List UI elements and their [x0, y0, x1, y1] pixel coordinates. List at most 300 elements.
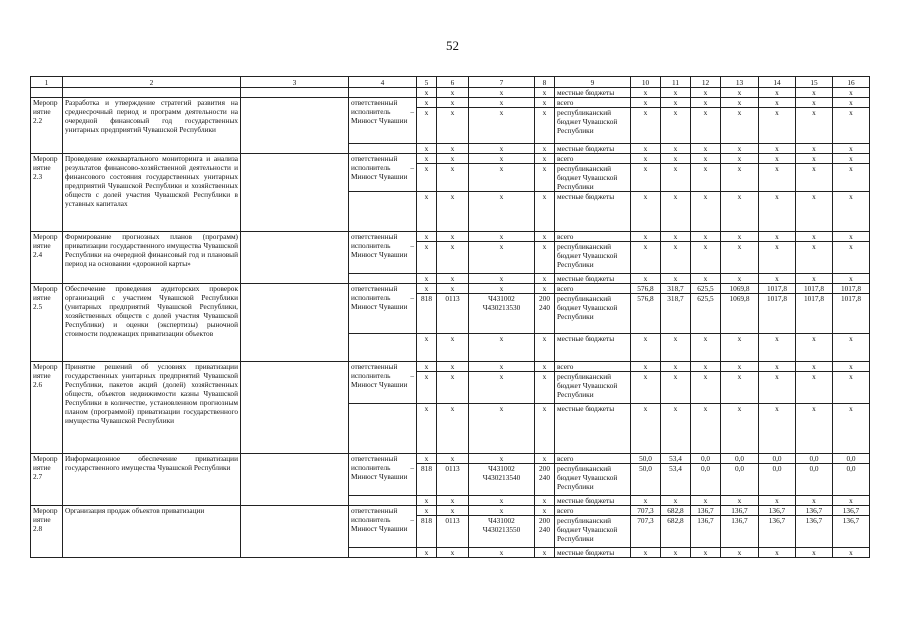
- value-cell: х: [721, 144, 759, 154]
- measure-id: Мероприятие 2.5: [31, 284, 63, 362]
- value-cell: х: [721, 362, 759, 372]
- value-cell: х: [759, 274, 796, 284]
- code-cell: х: [417, 232, 437, 242]
- value-cell: 1017,8: [833, 294, 870, 334]
- budget-source: республиканский бюджет Чувашской Республики: [555, 516, 631, 548]
- column-number: 9: [555, 77, 631, 88]
- value-cell: х: [796, 548, 833, 558]
- value-cell: 50,0: [631, 454, 661, 464]
- value-cell: х: [721, 372, 759, 404]
- value-cell: 0,0: [833, 454, 870, 464]
- code-cell: х: [535, 242, 555, 274]
- value-cell: х: [691, 164, 721, 192]
- value-cell: х: [759, 88, 796, 98]
- value-cell: х: [691, 98, 721, 108]
- column-number: 7: [469, 77, 535, 88]
- measure-id: Мероприятие 2.8: [31, 506, 63, 558]
- value-cell: х: [796, 334, 833, 362]
- code-cell: х: [437, 192, 469, 232]
- code-cell: х: [417, 98, 437, 108]
- table-row: [31, 98, 870, 108]
- code-cell: х: [535, 372, 555, 404]
- value-cell: х: [631, 496, 661, 506]
- value-cell: х: [833, 372, 870, 404]
- table-cell: [349, 404, 417, 454]
- value-cell: х: [759, 404, 796, 454]
- measure-id: Мероприятие 2.2: [31, 98, 63, 154]
- measure-executor: ответственный исполнитель – Минюст Чувашии: [349, 284, 417, 334]
- value-cell: х: [691, 404, 721, 454]
- column-number: 6: [437, 77, 469, 88]
- table-cell: [63, 88, 241, 98]
- value-cell: 136,7: [721, 506, 759, 516]
- code-cell: х: [535, 98, 555, 108]
- budget-source: местные бюджеты: [555, 192, 631, 232]
- table-cell: [241, 88, 349, 98]
- value-cell: х: [759, 496, 796, 506]
- code-cell: х: [469, 506, 535, 516]
- value-cell: х: [796, 192, 833, 232]
- value-cell: х: [759, 144, 796, 154]
- code-cell: х: [469, 232, 535, 242]
- code-cell: х: [535, 232, 555, 242]
- code-cell: х: [417, 404, 437, 454]
- value-cell: х: [796, 362, 833, 372]
- value-cell: х: [631, 108, 661, 144]
- value-cell: х: [833, 164, 870, 192]
- code-cell: х: [535, 506, 555, 516]
- budget-source: республиканский бюджет Чувашской Республики: [555, 372, 631, 404]
- value-cell: х: [691, 548, 721, 558]
- value-cell: х: [631, 232, 661, 242]
- value-cell: х: [661, 154, 691, 164]
- value-cell: х: [691, 88, 721, 98]
- code-cell: х: [469, 334, 535, 362]
- value-cell: 50,0: [631, 464, 661, 496]
- column-number: 15: [796, 77, 833, 88]
- program-table: [30, 76, 870, 558]
- column-number: 1: [31, 77, 63, 88]
- code-cell: х: [417, 506, 437, 516]
- value-cell: х: [631, 548, 661, 558]
- value-cell: х: [631, 274, 661, 284]
- measure-executor: ответственный исполнитель – Минюст Чувашии: [349, 98, 417, 144]
- measure-id: Мероприятие 2.3: [31, 154, 63, 232]
- code-cell: х: [535, 144, 555, 154]
- code-cell: х: [535, 284, 555, 294]
- value-cell: х: [759, 334, 796, 362]
- value-cell: х: [691, 496, 721, 506]
- code-cell: х: [535, 404, 555, 454]
- budget-source: республиканский бюджет Чувашской Республики: [555, 464, 631, 496]
- measure-name: Информационное обеспечение приватизации государственного имущества Чувашской Республики: [63, 454, 241, 506]
- value-cell: х: [759, 232, 796, 242]
- value-cell: х: [833, 108, 870, 144]
- value-cell: х: [796, 496, 833, 506]
- budget-source: всего: [555, 154, 631, 164]
- code-cell: х: [535, 192, 555, 232]
- value-cell: 1017,8: [759, 294, 796, 334]
- value-cell: х: [721, 274, 759, 284]
- column-number: 10: [631, 77, 661, 88]
- value-cell: х: [833, 242, 870, 274]
- code-cell: х: [437, 98, 469, 108]
- budget-source: всего: [555, 284, 631, 294]
- value-cell: 136,7: [691, 506, 721, 516]
- measure-executor: ответственный исполнитель – Минюст Чувашии: [349, 154, 417, 192]
- value-cell: 0,0: [721, 454, 759, 464]
- code-cell: х: [437, 144, 469, 154]
- measure-id: Мероприятие 2.6: [31, 362, 63, 454]
- code-cell: х: [469, 284, 535, 294]
- table-row: [31, 506, 870, 516]
- table-cell: [241, 454, 349, 506]
- code-cell: х: [469, 548, 535, 558]
- value-cell: х: [661, 232, 691, 242]
- value-cell: 0,0: [759, 464, 796, 496]
- measure-name: Проведение ежеквартального мониторинга и анализа результатов финансово-хозяйственной деятельности и финансового состояния государственных унитарных предприятий Чувашской Республики и хозяйственных обществ с долей участия Чувашской Республики в уставных капиталах: [63, 154, 241, 232]
- code-cell: х: [469, 154, 535, 164]
- code-cell: х: [535, 88, 555, 98]
- column-number: 13: [721, 77, 759, 88]
- code-cell: х: [469, 404, 535, 454]
- value-cell: х: [661, 548, 691, 558]
- value-cell: х: [833, 362, 870, 372]
- value-cell: 53,4: [661, 464, 691, 496]
- code-cell: 818: [417, 464, 437, 496]
- code-cell: х: [469, 98, 535, 108]
- code-cell: 200 240: [535, 516, 555, 548]
- value-cell: х: [796, 108, 833, 144]
- value-cell: х: [691, 108, 721, 144]
- code-cell: х: [417, 192, 437, 232]
- value-cell: 136,7: [796, 516, 833, 548]
- value-cell: х: [631, 88, 661, 98]
- value-cell: х: [833, 496, 870, 506]
- value-cell: х: [631, 164, 661, 192]
- value-cell: х: [661, 88, 691, 98]
- value-cell: х: [691, 334, 721, 362]
- value-cell: 0,0: [759, 454, 796, 464]
- code-cell: х: [469, 274, 535, 284]
- budget-source: местные бюджеты: [555, 274, 631, 284]
- measure-name: Организация продаж объектов приватизации: [63, 506, 241, 558]
- value-cell: х: [661, 108, 691, 144]
- value-cell: 1017,8: [759, 284, 796, 294]
- measure-executor: ответственный исполнитель – Минюст Чувашии: [349, 362, 417, 404]
- table-cell: [349, 144, 417, 154]
- value-cell: 625,5: [691, 294, 721, 334]
- budget-source: республиканский бюджет Чувашской Республики: [555, 294, 631, 334]
- value-cell: х: [691, 232, 721, 242]
- value-cell: х: [759, 164, 796, 192]
- value-cell: х: [759, 548, 796, 558]
- value-cell: х: [691, 144, 721, 154]
- value-cell: 53,4: [661, 454, 691, 464]
- code-cell: х: [469, 144, 535, 154]
- column-number: 16: [833, 77, 870, 88]
- code-cell: х: [437, 506, 469, 516]
- value-cell: х: [631, 362, 661, 372]
- value-cell: х: [721, 242, 759, 274]
- value-cell: х: [833, 274, 870, 284]
- code-cell: х: [469, 372, 535, 404]
- value-cell: х: [691, 192, 721, 232]
- column-number: 14: [759, 77, 796, 88]
- value-cell: 136,7: [759, 506, 796, 516]
- value-cell: х: [661, 164, 691, 192]
- code-cell: х: [437, 88, 469, 98]
- value-cell: х: [796, 274, 833, 284]
- measure-id: Мероприятие 2.7: [31, 454, 63, 506]
- measure-name: Обеспечение проведения аудиторских проверок организаций с участием Чувашской Республики (унитарных предприятий Чувашской Республики, хозяйственных обществ с долей участия Чувашской Республики) и оценки (экспертизы) рыночной стоимости подлежащих приватизации объектов: [63, 284, 241, 362]
- page-number: 52: [446, 38, 459, 53]
- code-cell: х: [417, 548, 437, 558]
- code-cell: х: [535, 274, 555, 284]
- value-cell: х: [759, 154, 796, 164]
- column-number: 12: [691, 77, 721, 88]
- column-number: 3: [241, 77, 349, 88]
- value-cell: х: [721, 108, 759, 144]
- code-cell: х: [437, 274, 469, 284]
- value-cell: 0,0: [691, 464, 721, 496]
- value-cell: х: [721, 154, 759, 164]
- value-cell: 136,7: [796, 506, 833, 516]
- value-cell: х: [721, 164, 759, 192]
- value-cell: х: [661, 362, 691, 372]
- value-cell: х: [631, 372, 661, 404]
- code-cell: 200 240: [535, 294, 555, 334]
- code-cell: х: [437, 362, 469, 372]
- value-cell: 576,8: [631, 284, 661, 294]
- code-cell: Ч431002 Ч430213550: [469, 516, 535, 548]
- table-cell: [241, 506, 349, 558]
- budget-source: республиканский бюджет Чувашской Республики: [555, 164, 631, 192]
- value-cell: х: [796, 404, 833, 454]
- budget-source: местные бюджеты: [555, 548, 631, 558]
- code-cell: х: [469, 496, 535, 506]
- value-cell: х: [691, 372, 721, 404]
- code-cell: х: [437, 232, 469, 242]
- value-cell: х: [759, 98, 796, 108]
- value-cell: 318,7: [661, 294, 691, 334]
- value-cell: х: [661, 144, 691, 154]
- column-number: 2: [63, 77, 241, 88]
- table-cell: [241, 362, 349, 454]
- value-cell: х: [661, 372, 691, 404]
- value-cell: х: [631, 98, 661, 108]
- budget-source: местные бюджеты: [555, 144, 631, 154]
- value-cell: х: [833, 192, 870, 232]
- code-cell: х: [437, 404, 469, 454]
- code-cell: х: [437, 108, 469, 144]
- value-cell: 0,0: [721, 464, 759, 496]
- value-cell: х: [796, 164, 833, 192]
- code-cell: х: [417, 164, 437, 192]
- code-cell: х: [437, 334, 469, 362]
- code-cell: 200 240: [535, 464, 555, 496]
- code-cell: х: [469, 108, 535, 144]
- budget-source: всего: [555, 454, 631, 464]
- value-cell: х: [691, 242, 721, 274]
- code-cell: х: [469, 164, 535, 192]
- header-row: [31, 77, 870, 88]
- code-cell: х: [535, 108, 555, 144]
- code-cell: х: [417, 144, 437, 154]
- table-cell: [349, 334, 417, 362]
- budget-source: местные бюджеты: [555, 404, 631, 454]
- value-cell: 0,0: [796, 464, 833, 496]
- code-cell: 818: [417, 516, 437, 548]
- code-cell: х: [535, 454, 555, 464]
- table-cell: [349, 88, 417, 98]
- value-cell: 682,8: [661, 516, 691, 548]
- code-cell: Ч431002 Ч430213540: [469, 464, 535, 496]
- code-cell: х: [417, 362, 437, 372]
- value-cell: х: [759, 372, 796, 404]
- value-cell: х: [833, 334, 870, 362]
- value-cell: 707,3: [631, 516, 661, 548]
- code-cell: 0113: [437, 516, 469, 548]
- code-cell: х: [437, 496, 469, 506]
- value-cell: 136,7: [721, 516, 759, 548]
- code-cell: х: [469, 88, 535, 98]
- table-row: [31, 362, 870, 372]
- table-cell: [349, 274, 417, 284]
- table-cell: [349, 192, 417, 232]
- value-cell: х: [631, 334, 661, 362]
- code-cell: х: [437, 154, 469, 164]
- value-cell: х: [796, 98, 833, 108]
- code-cell: х: [535, 496, 555, 506]
- column-number: 4: [349, 77, 417, 88]
- value-cell: 136,7: [833, 516, 870, 548]
- code-cell: х: [437, 164, 469, 192]
- budget-source: всего: [555, 506, 631, 516]
- value-cell: 136,7: [691, 516, 721, 548]
- value-cell: х: [833, 232, 870, 242]
- column-number: 11: [661, 77, 691, 88]
- code-cell: х: [417, 496, 437, 506]
- measure-name: Разработка и утверждение стратегий развития на среднесрочный период и программ деятельности на очередной финансовый год государственных унитарных предприятий Чувашской Республики: [63, 98, 241, 154]
- value-cell: х: [796, 232, 833, 242]
- value-cell: х: [833, 404, 870, 454]
- value-cell: х: [691, 154, 721, 164]
- column-number: 5: [417, 77, 437, 88]
- code-cell: х: [417, 108, 437, 144]
- value-cell: 0,0: [796, 454, 833, 464]
- code-cell: х: [437, 454, 469, 464]
- measure-executor: ответственный исполнитель – Минюст Чувашии: [349, 506, 417, 548]
- value-cell: х: [796, 144, 833, 154]
- value-cell: 576,8: [631, 294, 661, 334]
- value-cell: 707,3: [631, 506, 661, 516]
- code-cell: Ч431002 Ч430213530: [469, 294, 535, 334]
- value-cell: х: [721, 404, 759, 454]
- value-cell: х: [796, 88, 833, 98]
- measure-name: Принятие решений об условиях приватизации государственных унитарных предприятий Чувашской Республики, пакетов акций (долей) хозяйственных обществ, объектов недвижимости казны Чувашской Республики в количестве, установленном прогнозным планом (программой) приватизации государственного имущества Чувашской Республики: [63, 362, 241, 454]
- value-cell: 682,8: [661, 506, 691, 516]
- table-row: [31, 232, 870, 242]
- table-cell: [241, 284, 349, 362]
- value-cell: х: [833, 88, 870, 98]
- code-cell: х: [469, 454, 535, 464]
- code-cell: х: [417, 154, 437, 164]
- code-cell: х: [535, 164, 555, 192]
- value-cell: х: [631, 404, 661, 454]
- value-cell: х: [721, 98, 759, 108]
- value-cell: х: [721, 88, 759, 98]
- value-cell: х: [631, 154, 661, 164]
- budget-source: всего: [555, 98, 631, 108]
- code-cell: х: [437, 284, 469, 294]
- code-cell: 818: [417, 294, 437, 334]
- code-cell: х: [535, 334, 555, 362]
- value-cell: х: [661, 274, 691, 284]
- value-cell: 1017,8: [796, 294, 833, 334]
- value-cell: х: [721, 548, 759, 558]
- value-cell: х: [833, 98, 870, 108]
- table-cell: [349, 496, 417, 506]
- value-cell: х: [661, 404, 691, 454]
- measure-id: Мероприятие 2.4: [31, 232, 63, 284]
- value-cell: 0,0: [691, 454, 721, 464]
- value-cell: 1069,8: [721, 284, 759, 294]
- value-cell: х: [759, 192, 796, 232]
- value-cell: х: [759, 108, 796, 144]
- table-cell: [241, 98, 349, 154]
- code-cell: х: [417, 334, 437, 362]
- table-cell: [31, 88, 63, 98]
- table-row: [31, 154, 870, 164]
- table-cell: [241, 154, 349, 232]
- value-cell: х: [759, 362, 796, 372]
- code-cell: 0113: [437, 294, 469, 334]
- value-cell: 625,5: [691, 284, 721, 294]
- measure-executor: ответственный исполнитель – Минюст Чувашии: [349, 454, 417, 496]
- value-cell: х: [833, 154, 870, 164]
- budget-source: местные бюджеты: [555, 496, 631, 506]
- value-cell: 0,0: [833, 464, 870, 496]
- value-cell: х: [721, 232, 759, 242]
- budget-source: всего: [555, 362, 631, 372]
- budget-source: республиканский бюджет Чувашской Республики: [555, 242, 631, 274]
- value-cell: 318,7: [661, 284, 691, 294]
- value-cell: х: [721, 334, 759, 362]
- code-cell: х: [417, 372, 437, 404]
- code-cell: х: [437, 242, 469, 274]
- value-cell: х: [631, 192, 661, 232]
- code-cell: х: [535, 362, 555, 372]
- value-cell: х: [796, 372, 833, 404]
- value-cell: х: [833, 548, 870, 558]
- budget-source: всего: [555, 232, 631, 242]
- value-cell: 136,7: [759, 516, 796, 548]
- code-cell: х: [535, 154, 555, 164]
- value-cell: х: [721, 192, 759, 232]
- code-cell: х: [417, 454, 437, 464]
- code-cell: х: [469, 242, 535, 274]
- code-cell: х: [535, 548, 555, 558]
- value-cell: х: [631, 144, 661, 154]
- value-cell: х: [631, 242, 661, 274]
- code-cell: х: [417, 88, 437, 98]
- value-cell: х: [661, 242, 691, 274]
- value-cell: 1017,8: [796, 284, 833, 294]
- table-row: [31, 454, 870, 464]
- value-cell: х: [691, 274, 721, 284]
- value-cell: х: [796, 154, 833, 164]
